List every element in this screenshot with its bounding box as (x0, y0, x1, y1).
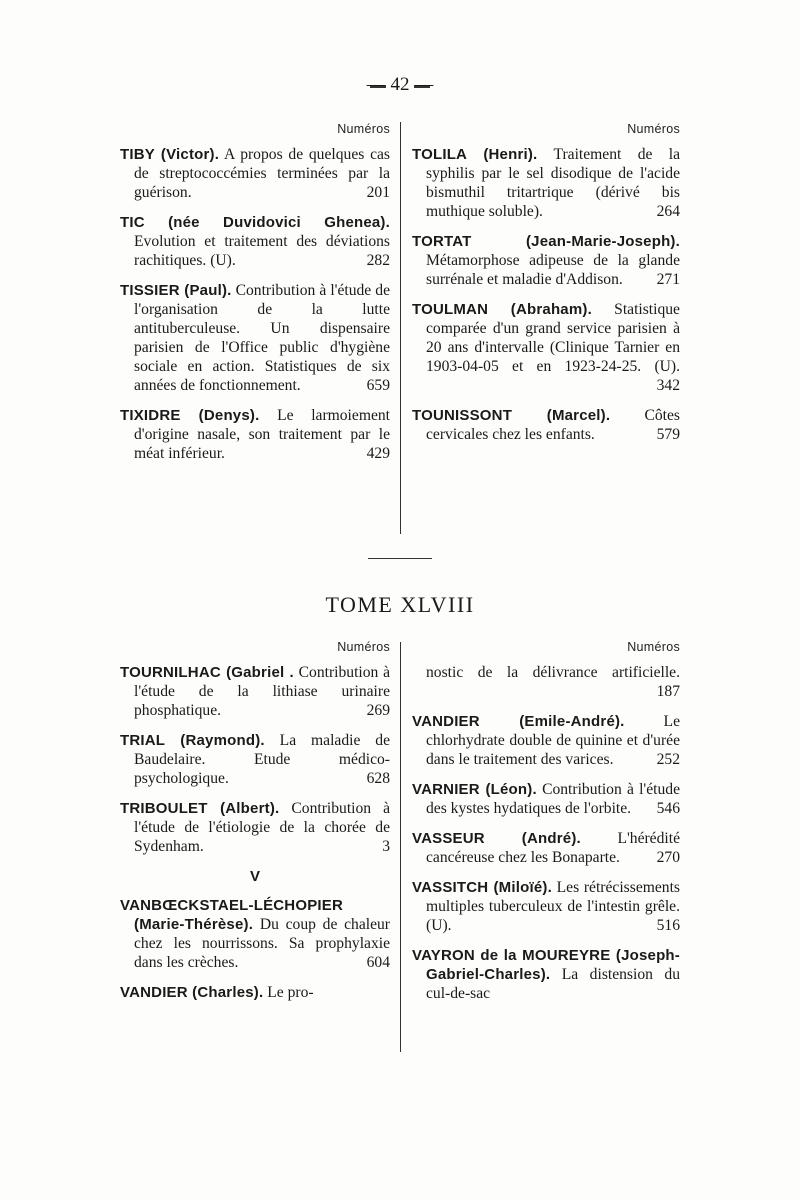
thesis-title: Métamorphose adipeuse de la glande surrénale et maladie d'Addison. (426, 252, 680, 288)
index-entry (412, 406, 680, 444)
thesis-title: Le larmoiement d'origine nasale, son traitement par le méat inférieur. (134, 407, 390, 462)
entry-number: 269 (361, 701, 390, 720)
index-entry (412, 829, 680, 867)
column-header: Numéros (627, 122, 680, 136)
index-entry (412, 780, 680, 818)
entry-number: 271 (651, 270, 680, 289)
column-header: Numéros (337, 122, 390, 136)
entry-number: 516 (651, 916, 680, 935)
thesis-title: A propos de quelques cas de streptococcémies terminées par la guérison. (134, 146, 390, 201)
index-entry (120, 663, 390, 720)
column-divider (400, 122, 401, 534)
thesis-title: La maladie de Baudelaire. Etude médico-psychologique. (134, 732, 390, 787)
index-entry (120, 983, 390, 1002)
index-entry (412, 300, 680, 395)
section2-left-column (120, 638, 390, 1013)
thesis-title: Du coup de chaleur chez les nourrissons. Sa prophylaxie dans les crèches. (134, 916, 390, 971)
author-name: VASSEUR (André). (412, 830, 581, 847)
index-entry (120, 145, 390, 202)
index-entry (412, 145, 680, 221)
author-name: TOLILA (Henri). (412, 146, 538, 163)
entry-number: 628 (361, 769, 390, 788)
index-entry (120, 731, 390, 788)
entry-continuation: nostic de la délivrance artificielle. (426, 664, 680, 681)
author-name: VAYRON de la MOUREYRE (Joseph-Gabriel-Charles). (412, 947, 680, 983)
thesis-title: La distension du cul-de-sac (426, 966, 680, 1002)
section-divider (368, 558, 432, 559)
section1-right-column (412, 120, 680, 455)
thesis-title: Les rétrécissements multiples tuberculeux de l'intestin grêle. (U). (426, 879, 680, 934)
author-name: TOULMAN (Abraham). (412, 301, 592, 318)
entry-number: 282 (361, 251, 390, 270)
entry-number: 604 (361, 953, 390, 972)
thesis-title: Evolution et traitement des déviations rachitiques. (U). (134, 233, 390, 269)
index-entry (412, 878, 680, 935)
column-header: Numéros (627, 640, 680, 654)
author-name: TIBY (Victor). (120, 146, 220, 163)
author-name: TISSIER (Paul). (120, 282, 232, 299)
thesis-title: Le chlorhydrate double de quinine et d'urée dans le traitement des varices. (426, 713, 680, 768)
thesis-title: Contribution à l'étude de la lithiase urinaire phosphatique. (134, 664, 390, 719)
thesis-title: Statistique comparée d'un grand service parisien à 20 ans d'intervalle (Clinique Tarnier en 1903-04-05 et en 1923-24-25. (U). (426, 301, 680, 375)
index-entry (120, 406, 390, 463)
section1-left-column (120, 120, 390, 474)
author-name: TIC (née Duvidovici Ghenea). (120, 214, 390, 231)
thesis-title: Contribution à l'étude des kystes hydatiques de l'orbite. (426, 781, 680, 817)
column-header: Numéros (337, 640, 390, 654)
thesis-title: Contribution à l'étude de l'étiologie de la chorée de Sydenham. (134, 800, 391, 855)
author-name: VASSITCH (Miloïé). (412, 879, 552, 896)
tome-title: TOME XLVIII (325, 592, 475, 617)
author-name: TOUNISSONT (Marcel). (412, 407, 611, 424)
author-name: TIXIDRE (Denys). (120, 407, 260, 424)
author-name: VANDIER (Emile-André). (412, 713, 625, 730)
index-entry (412, 232, 680, 289)
author-name: VANBŒCKSTAEL-LÉCHOPIER (Marie-Thérèse). (120, 897, 344, 933)
entry-number: 342 (651, 376, 680, 395)
entry-number: 270 (651, 848, 680, 867)
index-entry (120, 896, 390, 972)
index-entry (412, 946, 680, 1003)
letter-heading: V (249, 868, 260, 885)
thesis-title: Traitement de la syphilis par le sel disodique de l'acide bismuthil tritartrique (dérivé bis muthique soluble). (426, 146, 680, 220)
author-name: VARNIER (Léon). (412, 781, 537, 798)
thesis-title: L'hérédité cancéreuse chez les Bonaparte. (426, 830, 680, 866)
index-entry (412, 712, 680, 769)
author-name: TORTAT (Jean-Marie-Joseph). (412, 233, 680, 250)
column-divider (400, 642, 401, 1052)
page-number: — 42 — (360, 74, 440, 96)
index-entry (120, 213, 390, 270)
index-entry (120, 799, 390, 856)
entry-number: 201 (361, 183, 390, 202)
entry-number: 252 (651, 750, 680, 769)
entry-number: 579 (651, 425, 680, 444)
author-name: TOURNILHAC (Gabriel . (120, 664, 294, 681)
entry-number: 3 (376, 837, 390, 856)
entry-number: 187 (651, 682, 680, 701)
author-name: TRIAL (Raymond). (120, 732, 265, 749)
thesis-title: Côtes cervicales chez les enfants. (426, 407, 680, 443)
entry-number: 429 (361, 444, 390, 463)
index-entry (412, 663, 680, 701)
section2-right-column (412, 638, 680, 1014)
index-entry (120, 281, 390, 395)
author-name: TRIBOULET (Albert). (120, 800, 280, 817)
entry-number: 659 (361, 376, 390, 395)
thesis-title: Contribution à l'étude de l'organisation de la lutte antituberculeuse. Un dispensaire parisien de l'Office public d'hygiène sociale en action. Statistiques de six années de fonctionnement. (134, 282, 390, 394)
author-name: VANDIER (Charles). (120, 984, 264, 1001)
entry-number: 264 (651, 202, 680, 221)
entry-number: 546 (651, 799, 680, 818)
thesis-title: Le pro- (267, 984, 314, 1001)
